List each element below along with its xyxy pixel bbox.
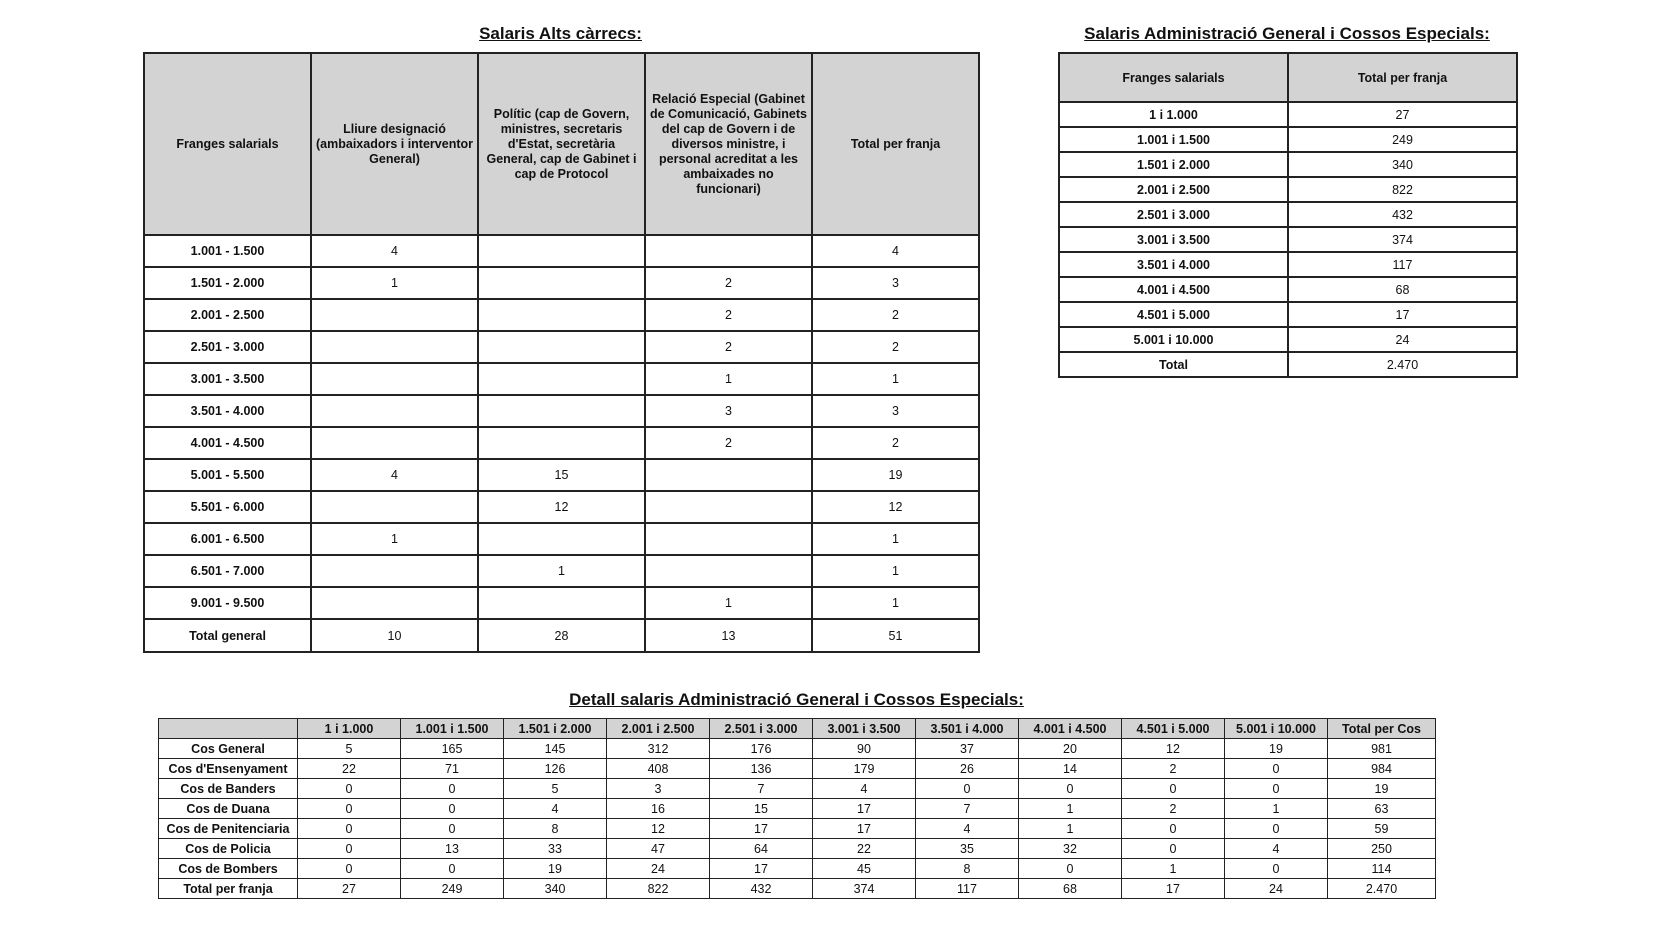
table-cell: 2.470 — [1288, 352, 1517, 377]
table-cell: 27 — [1288, 102, 1517, 127]
column-header: 1.001 i 1.500 — [401, 719, 504, 739]
row-label: 3.001 i 3.500 — [1059, 227, 1288, 252]
table-cell: 0 — [1122, 839, 1225, 859]
table-cell: 37 — [916, 739, 1019, 759]
table-cell: 68 — [1019, 879, 1122, 899]
table-cell — [645, 235, 812, 267]
table-cell: 0 — [1122, 779, 1225, 799]
table-cell: 165 — [401, 739, 504, 759]
table-cell — [478, 331, 645, 363]
table-cell — [478, 299, 645, 331]
column-header: Relació Especial (Gabinet de Comunicació, Gabinets del cap de Govern i de diversos ministre, i personal acreditat a les ambaixades no funcionari) — [645, 53, 812, 235]
table-cell: 0 — [401, 799, 504, 819]
table-cell: 5 — [298, 739, 401, 759]
table-cell: 4 — [916, 819, 1019, 839]
table-cell — [478, 235, 645, 267]
column-header — [159, 719, 298, 739]
table-cell: 4 — [1225, 839, 1328, 859]
row-label: Cos de Banders — [159, 779, 298, 799]
table-cell: 8 — [504, 819, 607, 839]
table-cell: 0 — [401, 859, 504, 879]
header-row — [1059, 53, 1517, 102]
table-cell: 17 — [813, 819, 916, 839]
table-cell: 51 — [812, 619, 979, 652]
table-row — [144, 363, 979, 395]
column-header: 3.501 i 4.000 — [916, 719, 1019, 739]
row-label: 2.001 i 2.500 — [1059, 177, 1288, 202]
row-label: 2.001 - 2.500 — [144, 299, 311, 331]
header-row — [144, 53, 979, 235]
column-header: Lliure designació (ambaixadors i interventor General) — [311, 53, 478, 235]
table-cell: 47 — [607, 839, 710, 859]
table-cell: 28 — [478, 619, 645, 652]
column-header: 2.001 i 2.500 — [607, 719, 710, 739]
row-label: 9.001 - 9.500 — [144, 587, 311, 619]
table-cell: 33 — [504, 839, 607, 859]
table-cell — [311, 299, 478, 331]
table-cell: 32 — [1019, 839, 1122, 859]
table-cell: 19 — [812, 459, 979, 491]
row-label: 4.001 i 4.500 — [1059, 277, 1288, 302]
table-cell — [478, 395, 645, 427]
table-cell: 2 — [812, 331, 979, 363]
table-cell — [645, 459, 812, 491]
table-cell: 1 — [478, 555, 645, 587]
table-cell: 7 — [916, 799, 1019, 819]
table-cell: 24 — [1288, 327, 1517, 352]
table-cell: 15 — [478, 459, 645, 491]
table-row — [144, 395, 979, 427]
table-cell: 64 — [710, 839, 813, 859]
table-cell: 3 — [607, 779, 710, 799]
table-cell: 981 — [1328, 739, 1436, 759]
table-cell: 822 — [607, 879, 710, 899]
table-cell: 59 — [1328, 819, 1436, 839]
row-label: 3.501 i 4.000 — [1059, 252, 1288, 277]
table-cell: 1 — [812, 555, 979, 587]
table-cell: 3 — [645, 395, 812, 427]
table-cell — [311, 491, 478, 523]
table-cell: 249 — [401, 879, 504, 899]
table-cell: 5 — [504, 779, 607, 799]
table-cell: 12 — [812, 491, 979, 523]
row-label: 2.501 - 3.000 — [144, 331, 311, 363]
row-label: Cos de Duana — [159, 799, 298, 819]
table-row — [159, 739, 1436, 759]
table-cell: 14 — [1019, 759, 1122, 779]
table-cell: 19 — [1328, 779, 1436, 799]
column-header: Total per Cos — [1328, 719, 1436, 739]
table-row — [159, 859, 1436, 879]
row-label: 3.001 - 3.500 — [144, 363, 311, 395]
column-header: 4.501 i 5.000 — [1122, 719, 1225, 739]
table-cell: 0 — [1019, 859, 1122, 879]
table-row — [1059, 227, 1517, 252]
table-cell — [311, 427, 478, 459]
table-row — [144, 555, 979, 587]
table-cell: 17 — [710, 859, 813, 879]
table-cell: 0 — [298, 779, 401, 799]
row-label: 3.501 - 4.000 — [144, 395, 311, 427]
row-label: 2.501 i 3.000 — [1059, 202, 1288, 227]
table-row — [144, 267, 979, 299]
table-row — [1059, 252, 1517, 277]
table-cell: 3 — [812, 395, 979, 427]
table-cell: 13 — [645, 619, 812, 652]
table-cell: 179 — [813, 759, 916, 779]
table-row — [144, 427, 979, 459]
table-cell — [478, 427, 645, 459]
table-row — [1059, 152, 1517, 177]
table-cell: 0 — [916, 779, 1019, 799]
table-row — [144, 299, 979, 331]
table-cell: 35 — [916, 839, 1019, 859]
row-label: 6.001 - 6.500 — [144, 523, 311, 555]
table-cell — [478, 363, 645, 395]
table-cell — [478, 587, 645, 619]
row-label: 1.501 - 2.000 — [144, 267, 311, 299]
table-cell — [311, 555, 478, 587]
row-label: 5.001 i 10.000 — [1059, 327, 1288, 352]
table-cell: 17 — [1288, 302, 1517, 327]
table-cell: 15 — [710, 799, 813, 819]
admin-title: Salaris Administració General i Cossos Especials: — [1084, 24, 1490, 43]
row-label: Cos General — [159, 739, 298, 759]
table-row — [1059, 327, 1517, 352]
table-cell: 0 — [401, 779, 504, 799]
column-header: 1.501 i 2.000 — [504, 719, 607, 739]
table-cell: 12 — [478, 491, 645, 523]
table-cell: 17 — [1122, 879, 1225, 899]
table-cell: 176 — [710, 739, 813, 759]
table-cell: 2 — [812, 299, 979, 331]
table-row — [159, 779, 1436, 799]
row-label: 5.501 - 6.000 — [144, 491, 311, 523]
table-cell: 374 — [813, 879, 916, 899]
table-cell: 63 — [1328, 799, 1436, 819]
table-row — [1059, 277, 1517, 302]
table-cell: 0 — [298, 819, 401, 839]
table-cell: 0 — [298, 859, 401, 879]
row-label: Cos de Bombers — [159, 859, 298, 879]
table-cell: 374 — [1288, 227, 1517, 252]
table-cell: 12 — [607, 819, 710, 839]
table-cell: 0 — [1122, 819, 1225, 839]
table-cell: 2 — [812, 427, 979, 459]
table-cell: 13 — [401, 839, 504, 859]
table-cell: 2 — [645, 267, 812, 299]
table-cell: 1 — [812, 523, 979, 555]
table-cell: 1 — [1122, 859, 1225, 879]
table-cell: 16 — [607, 799, 710, 819]
table-cell: 250 — [1328, 839, 1436, 859]
table-cell: 1 — [1225, 799, 1328, 819]
table-cell: 1 — [812, 363, 979, 395]
row-label: Cos de Policia — [159, 839, 298, 859]
table-cell: 984 — [1328, 759, 1436, 779]
table-cell — [478, 267, 645, 299]
table-row — [144, 235, 979, 267]
table-cell: 45 — [813, 859, 916, 879]
table-cell — [311, 587, 478, 619]
table-cell: 7 — [710, 779, 813, 799]
table-row — [144, 491, 979, 523]
table-cell: 19 — [1225, 739, 1328, 759]
row-label: 1 i 1.000 — [1059, 102, 1288, 127]
detall-table — [158, 718, 1436, 899]
column-header: 2.501 i 3.000 — [710, 719, 813, 739]
table-cell: 432 — [710, 879, 813, 899]
row-label: 4.001 - 4.500 — [144, 427, 311, 459]
table-cell: 0 — [298, 799, 401, 819]
row-label: Total general — [144, 619, 311, 652]
table-cell: 4 — [812, 235, 979, 267]
alts-title: Salaris Alts càrrecs: — [479, 24, 642, 43]
row-label: 1.001 - 1.500 — [144, 235, 311, 267]
column-header: 4.001 i 4.500 — [1019, 719, 1122, 739]
table-cell — [645, 555, 812, 587]
table-cell: 1 — [645, 587, 812, 619]
table-row — [1059, 202, 1517, 227]
table-cell: 2 — [645, 299, 812, 331]
table-row — [159, 759, 1436, 779]
table-row — [144, 619, 979, 652]
column-header: Total per franja — [812, 53, 979, 235]
column-header: 3.001 i 3.500 — [813, 719, 916, 739]
table-cell: 22 — [813, 839, 916, 859]
table-row — [159, 819, 1436, 839]
table-row — [144, 331, 979, 363]
table-cell: 4 — [311, 459, 478, 491]
row-label: Cos d'Ensenyament — [159, 759, 298, 779]
row-label: 1.501 i 2.000 — [1059, 152, 1288, 177]
table-cell: 1 — [645, 363, 812, 395]
table-cell: 0 — [298, 839, 401, 859]
table-cell: 22 — [298, 759, 401, 779]
table-cell: 432 — [1288, 202, 1517, 227]
table-cell: 0 — [1019, 779, 1122, 799]
table-row — [1059, 127, 1517, 152]
table-row — [159, 879, 1436, 899]
table-cell: 2 — [645, 427, 812, 459]
table-row — [1059, 177, 1517, 202]
table-cell: 126 — [504, 759, 607, 779]
table-cell: 24 — [607, 859, 710, 879]
table-cell: 1 — [311, 267, 478, 299]
table-row — [144, 587, 979, 619]
table-cell: 20 — [1019, 739, 1122, 759]
table-row — [144, 523, 979, 555]
table-cell: 2 — [1122, 799, 1225, 819]
table-row — [144, 459, 979, 491]
table-cell — [311, 395, 478, 427]
column-header: 5.001 i 10.000 — [1225, 719, 1328, 739]
table-cell: 4 — [311, 235, 478, 267]
table-cell: 0 — [1225, 859, 1328, 879]
table-cell — [311, 363, 478, 395]
table-cell: 17 — [813, 799, 916, 819]
table-cell: 4 — [504, 799, 607, 819]
table-cell: 408 — [607, 759, 710, 779]
table-cell — [645, 523, 812, 555]
table-cell: 4 — [813, 779, 916, 799]
table-cell: 27 — [298, 879, 401, 899]
table-row — [159, 799, 1436, 819]
table-cell: 249 — [1288, 127, 1517, 152]
column-header: Franges salarials — [144, 53, 311, 235]
table-cell: 1 — [311, 523, 478, 555]
table-cell: 340 — [504, 879, 607, 899]
table-cell: 3 — [812, 267, 979, 299]
table-cell: 0 — [401, 819, 504, 839]
table-cell: 2.470 — [1328, 879, 1436, 899]
row-label: 1.001 i 1.500 — [1059, 127, 1288, 152]
table-row — [1059, 102, 1517, 127]
table-cell: 17 — [710, 819, 813, 839]
table-cell — [645, 491, 812, 523]
table-cell: 114 — [1328, 859, 1436, 879]
alts-table — [143, 52, 980, 653]
row-label: Total per franja — [159, 879, 298, 899]
table-cell: 1 — [1019, 819, 1122, 839]
row-label: 5.001 - 5.500 — [144, 459, 311, 491]
detall-title: Detall salaris Administració General i Cossos Especials: — [569, 690, 1024, 709]
table-cell: 8 — [916, 859, 1019, 879]
column-header: 1 i 1.000 — [298, 719, 401, 739]
table-cell: 90 — [813, 739, 916, 759]
table-cell: 117 — [1288, 252, 1517, 277]
table-row — [1059, 302, 1517, 327]
table-cell: 19 — [504, 859, 607, 879]
table-cell: 68 — [1288, 277, 1517, 302]
table-cell — [478, 523, 645, 555]
header-row — [159, 719, 1436, 739]
column-header: Franges salarials — [1059, 53, 1288, 102]
table-cell: 1 — [812, 587, 979, 619]
table-cell — [311, 331, 478, 363]
table-cell: 822 — [1288, 177, 1517, 202]
row-label: Cos de Penitenciaria — [159, 819, 298, 839]
table-cell: 117 — [916, 879, 1019, 899]
row-label: 4.501 i 5.000 — [1059, 302, 1288, 327]
table-cell: 145 — [504, 739, 607, 759]
row-label: Total — [1059, 352, 1288, 377]
table-cell: 2 — [1122, 759, 1225, 779]
table-cell: 2 — [645, 331, 812, 363]
table-cell: 26 — [916, 759, 1019, 779]
column-header: Polític (cap de Govern, ministres, secretaris d'Estat, secretària General, cap de Gabinet i cap de Protocol — [478, 53, 645, 235]
table-cell: 0 — [1225, 819, 1328, 839]
table-row — [159, 839, 1436, 859]
table-cell: 10 — [311, 619, 478, 652]
admin-table — [1058, 52, 1518, 378]
table-cell: 12 — [1122, 739, 1225, 759]
table-cell: 71 — [401, 759, 504, 779]
table-cell: 0 — [1225, 779, 1328, 799]
table-cell: 312 — [607, 739, 710, 759]
table-cell: 136 — [710, 759, 813, 779]
table-cell: 0 — [1225, 759, 1328, 779]
row-label: 6.501 - 7.000 — [144, 555, 311, 587]
table-cell: 1 — [1019, 799, 1122, 819]
column-header: Total per franja — [1288, 53, 1517, 102]
table-cell: 24 — [1225, 879, 1328, 899]
table-row — [1059, 352, 1517, 377]
table-cell: 340 — [1288, 152, 1517, 177]
